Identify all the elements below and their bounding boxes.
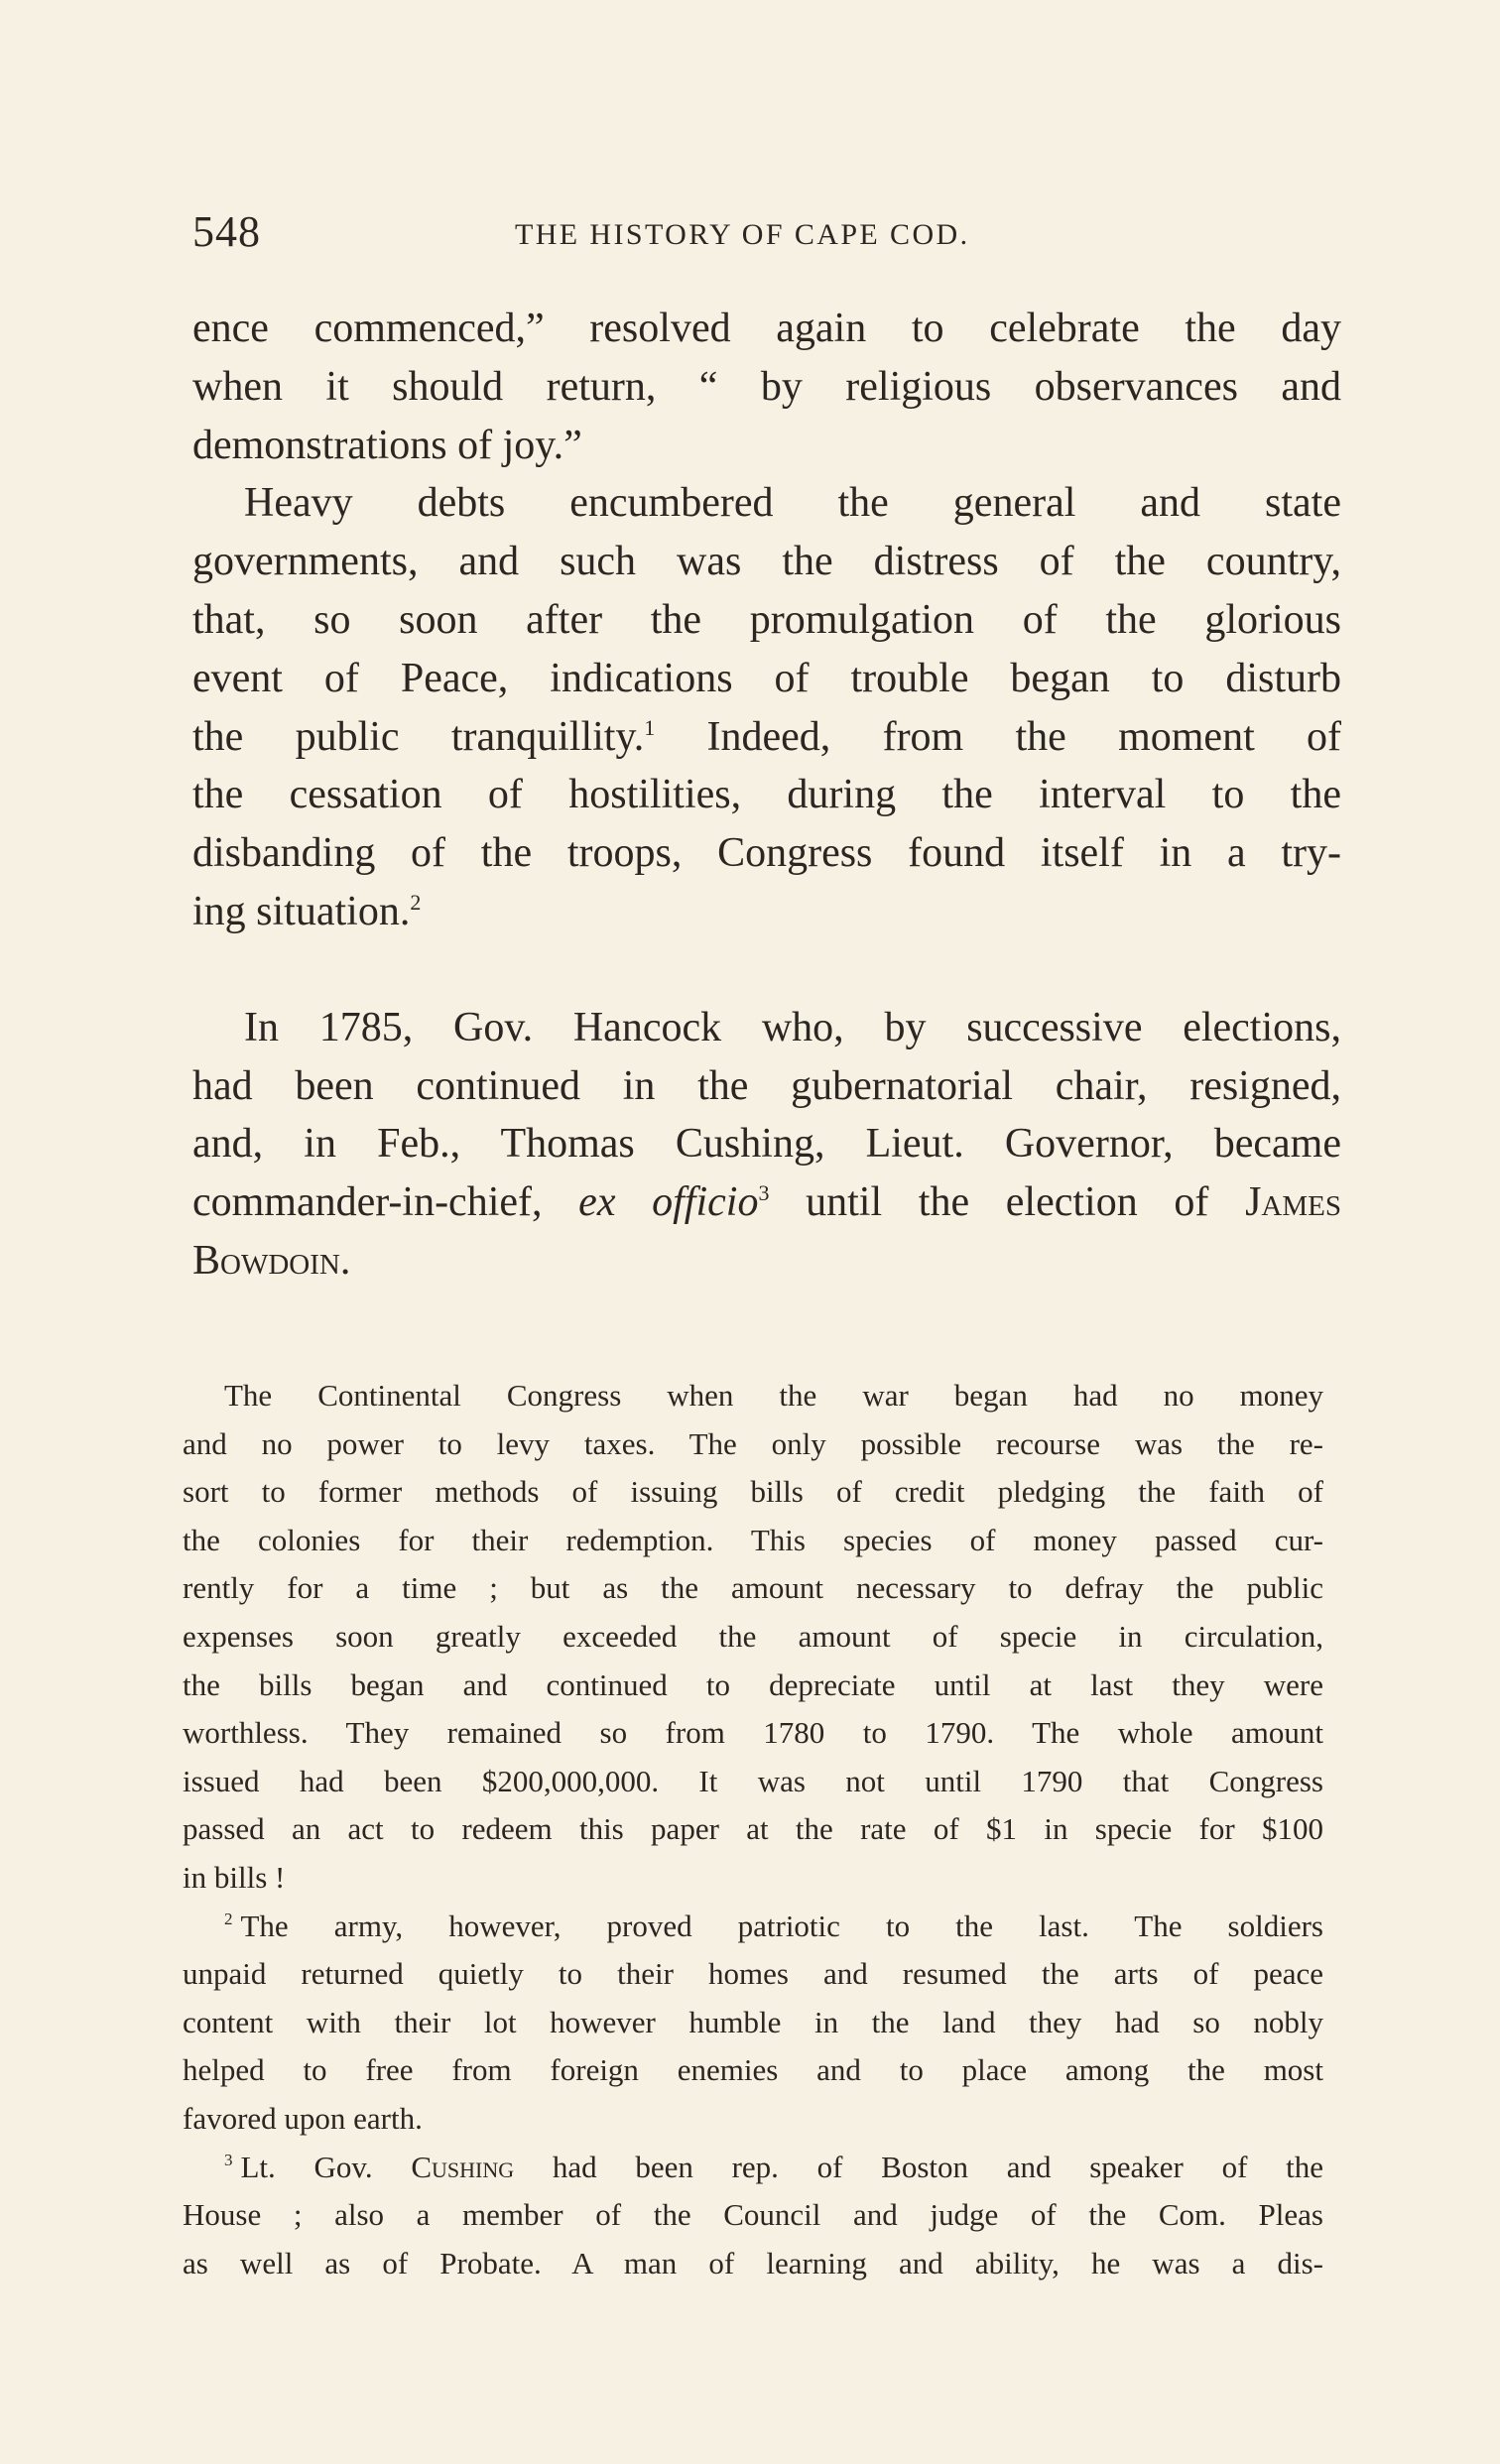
running-title: THE HISTORY OF CAPE COD.	[515, 218, 970, 251]
footnote-marker: 3	[758, 1180, 770, 1206]
footnote-line: unpaid returned quietly to their homes and resumed the arts of peace	[183, 1956, 1323, 1992]
footnote-number: 2	[224, 1910, 233, 1929]
text-line: had been continued in the gubernatorial chair, resigned,	[192, 1062, 1341, 1109]
footnote-line: the colonies for their redemption. This species of money passed cur-	[183, 1522, 1323, 1557]
page-number: 548	[192, 207, 261, 256]
name-small-caps: Bowdoin.	[192, 1237, 351, 1284]
text-line: disbanding of the troops, Congress found itself in a try-	[192, 830, 1341, 877]
footnote-text: Lt. Gov.	[240, 2149, 412, 2184]
footnotes	[183, 1372, 1323, 2287]
footnote-line: the bills began and continued to depreciate until at last they were	[183, 1666, 1323, 1702]
text-segment: commander-in-chief,	[192, 1179, 579, 1226]
text-line: ence commenced,” resolved again to celebrate the day	[192, 306, 1341, 351]
text-segment: until the election of	[769, 1179, 1246, 1226]
name-small-caps: James	[1245, 1179, 1341, 1226]
text-line-with-note	[192, 1173, 1341, 1232]
main-text	[192, 300, 1341, 1291]
footnote-line: The Continental Congress when the war began had no money	[224, 1378, 1323, 1413]
text-segment: the public tranquillity.	[192, 713, 645, 760]
text-line: demonstrations of joy.”	[192, 422, 582, 468]
text-line: In 1785, Gov. Hancock who, by successive elections,	[244, 1004, 1341, 1050]
text-line: when it should return, “ by religious observances and	[192, 363, 1341, 410]
footnote-line: House ; also a member of the Council and judge of the Com. Pleas	[183, 2197, 1323, 2233]
footnote-line: in bills !	[183, 1859, 286, 1895]
text-segment: Indeed, from the moment of	[655, 713, 1341, 760]
footnote-line-with-marker	[183, 1903, 1323, 1951]
footnote-line: passed an act to redeem this paper at the rate of $1 in specie for $100	[183, 1811, 1323, 1847]
text-line-with-note	[192, 883, 1341, 941]
text-line: event of Peace, indications of trouble began to disturb	[192, 655, 1341, 701]
footnote-line: content with their lot however humble in the land they had so nobly	[183, 2004, 1323, 2039]
footnote-marker: 2	[410, 889, 422, 915]
footnote-line: as well as of Probate. A man of learning and ability, he was a dis-	[183, 2245, 1323, 2280]
footnote-line-with-marker	[183, 2144, 1323, 2192]
footnote-text: The army, however, proved patriotic to the last. The soldiers	[240, 1908, 1323, 1943]
footnote-text: had been rep. of Boston and speaker of the	[514, 2149, 1323, 2184]
latin-phrase: ex officio	[578, 1179, 759, 1226]
section-gap	[192, 941, 1341, 999]
text-line: that, so soon after the promulgation of the glorious	[192, 596, 1341, 643]
text-line: governments, and such was the distress of the country,	[192, 539, 1341, 585]
text-line: the cessation of hostilities, during the interval to the	[192, 772, 1341, 818]
footnote-line: sort to former methods of issuing bills of credit pledging the faith of	[183, 1474, 1323, 1510]
footnote-line: favored upon earth.	[183, 2100, 423, 2136]
footnote-line: and no power to levy taxes. The only possible recourse was the re-	[183, 1425, 1323, 1461]
footnote-number: 3	[224, 2151, 233, 2170]
name-small-caps: Cushing	[411, 2149, 515, 2184]
text-line-with-note	[192, 708, 1341, 767]
footnote-marker: 1	[644, 714, 656, 740]
footnote-line: worthless. They remained so from 1780 to 1790. The whole amount	[183, 1715, 1323, 1751]
footnote-line: issued had been $200,000,000. It was not until 1790 that Congress	[183, 1763, 1323, 1798]
footnote-line: rently for a time ; but as the amount necessary to defray the public	[183, 1570, 1323, 1606]
page-header	[192, 202, 1333, 272]
text-line: Heavy debts encumbered the general and state	[244, 480, 1341, 527]
footnote-line: expenses soon greatly exceeded the amount of specie in circulation,	[183, 1618, 1323, 1654]
footnote-line: helped to free from foreign enemies and to place among the most	[183, 2052, 1323, 2088]
text-line: and, in Feb., Thomas Cushing, Lieut. Governor, became	[192, 1121, 1341, 1168]
text-segment: ing situation.	[192, 888, 411, 934]
